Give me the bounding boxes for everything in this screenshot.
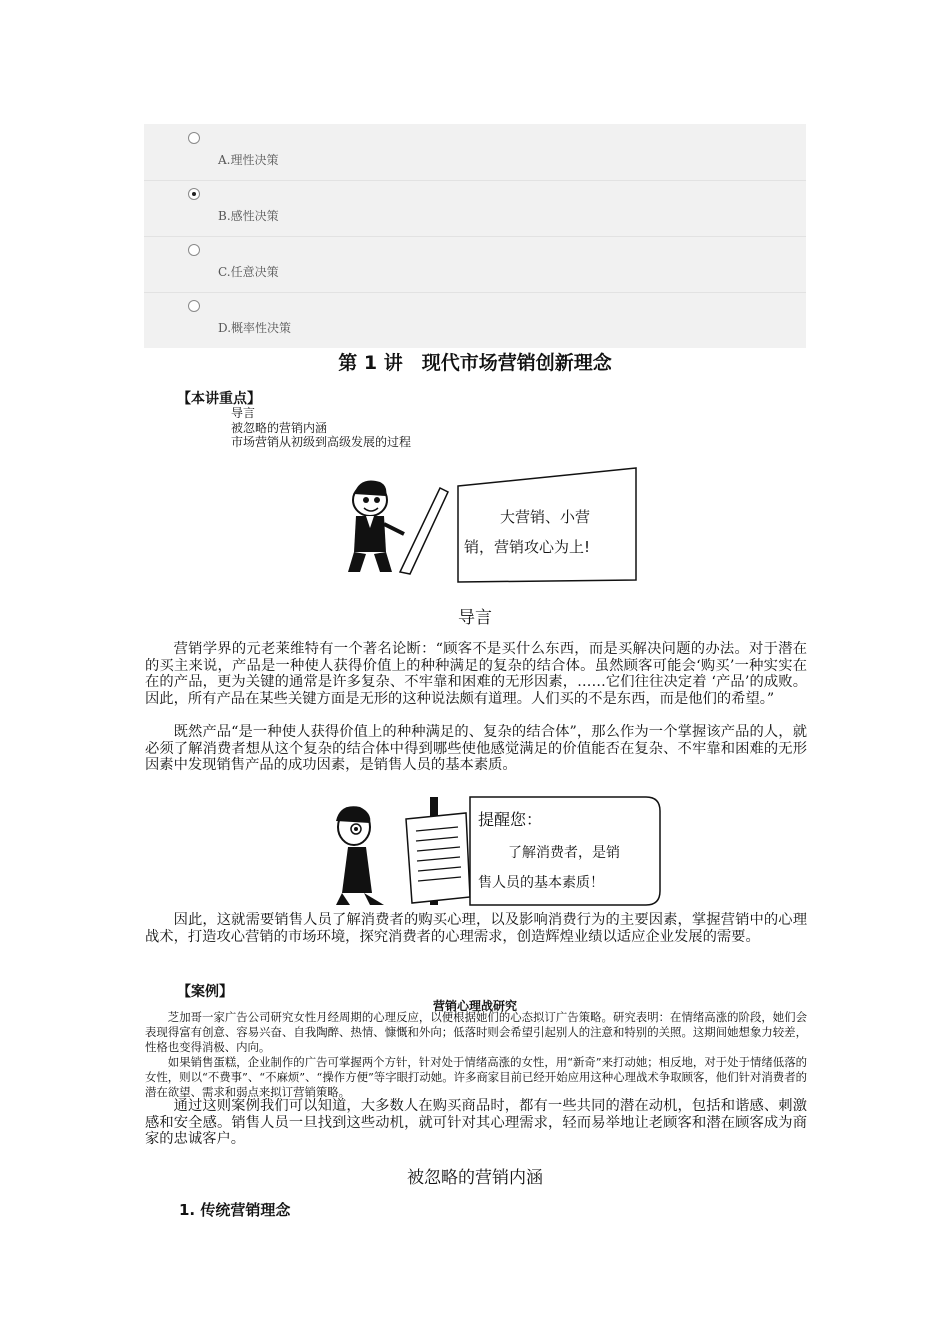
radio-option-c[interactable] <box>188 244 200 256</box>
intro-paragraph: 既然产品“是一种使人获得价值上的种种满足的、复杂的结合体”，那么作为一个掌握该产品的人，就必须了解消费者想从这个复杂的结合体中得到哪些使他感觉满足的价值能否在复杂、不牢靠和困难的无形因素中发现销售产品的成功因素，是销售人员的基本素质。 <box>145 724 807 774</box>
option-b-label: B.感性决策 <box>218 209 279 223</box>
option-c-label: C.任意决策 <box>218 265 279 279</box>
option-b[interactable] <box>144 180 806 237</box>
case-title: 营销心理战研究 <box>432 999 517 1013</box>
figure2-title: 提醒您： <box>478 810 543 829</box>
quiz-options <box>144 124 806 348</box>
option-d-label: D.概率性决策 <box>218 321 292 335</box>
case-summary-paragraph: 通过这则案例我们可以知道，大多数人在购买商品时，都有一些共同的潜在动机，包括和谐感、刺激感和安全感。销售人员一旦找到这些动机，就可针对其心理需求，轻而易举地让老顾客和潜在顾客成为商家的忠诚客户。 <box>145 1098 807 1148</box>
cartoon-presenter-illustration <box>340 464 640 584</box>
subsection-heading: 1. 传统营销理念 <box>179 1201 291 1219</box>
figure1-line1: 大营销、小营 <box>500 508 591 526</box>
radio-option-b[interactable] <box>188 188 200 200</box>
case-heading: 【案例】 <box>177 984 233 1000</box>
section-heading: 被忽略的营销内涵 <box>407 1168 543 1188</box>
lecture-title: 第 1 讲 现代市场营销创新理念 <box>338 352 612 374</box>
case-paragraph: 芝加哥一家广告公司研究女性月经周期的心理反应，以便根据她们的心态拟订广告策略。研究表明：在情绪高涨的阶段，她们会表现得富有创意、容易兴奋、自我陶醉、热情、慷慨和外向；低落时则会希望引起别人的注意和特别的关照。这期间她想象力较差，性格也变得消极、内向。 <box>145 1010 807 1055</box>
focus-item: 被忽略的营销内涵 <box>231 421 328 435</box>
option-d[interactable] <box>144 292 806 348</box>
intro-heading: 导言 <box>458 608 492 628</box>
radio-option-d[interactable] <box>188 300 200 312</box>
intro-paragraph: 营销学界的元老莱维特有一个著名论断：“顾客不是买什么东西，而是买解决问题的办法。对于潜在的买主来说，产品是一种使人获得价值上的种种满足的复杂的结合体。虽然顾客可能会‘购买’一种实实在在的产品，更为关键的通常是许多复杂、不牢靠和困难的无形因素，……它们往往决定着 ‘产品’的成败。因此，所有产品在某些关键方面是无形的这种说法颇有道理。人们买的不是东西，而是他们的希望。” <box>145 641 807 707</box>
cartoon-reminder-illustration <box>326 793 662 909</box>
focus-item: 市场营销从初级到高级发展的过程 <box>231 435 412 449</box>
focus-item: 导言 <box>231 406 256 420</box>
figure2-line2: 售人员的基本素质！ <box>478 875 604 891</box>
option-a[interactable] <box>144 124 806 181</box>
radio-option-a[interactable] <box>188 132 200 144</box>
case-paragraph: 如果销售蛋糕，企业制作的广告可掌握两个方针，针对处于情绪高涨的女性，用“新奇”来打动她；相反地，对于处于情绪低落的女性，则以“不费事”、“不麻烦”、“操作方便”等字眼打动她。许多商家目前已经开始应用这种心理战术争取顾客，他们针对消费者的潜在欲望、需求和弱点来拟订营销策略。 <box>145 1055 807 1100</box>
after-figure-paragraph: 因此，这就需要销售人员了解消费者的购买心理，以及影响消费行为的主要因素，掌握营销中的心理战术，打造攻心营销的市场环境，探究消费者的心理需求，创造辉煌业绩以适应企业发展的需要。 <box>145 912 807 945</box>
figure2-line1: 了解消费者，是销 <box>508 845 620 861</box>
figure1-line2: 销，营销攻心为上! <box>464 538 591 556</box>
option-c[interactable] <box>144 236 806 293</box>
focus-heading: 【本讲重点】 <box>177 391 261 407</box>
option-a-label: A.理性决策 <box>218 153 279 167</box>
